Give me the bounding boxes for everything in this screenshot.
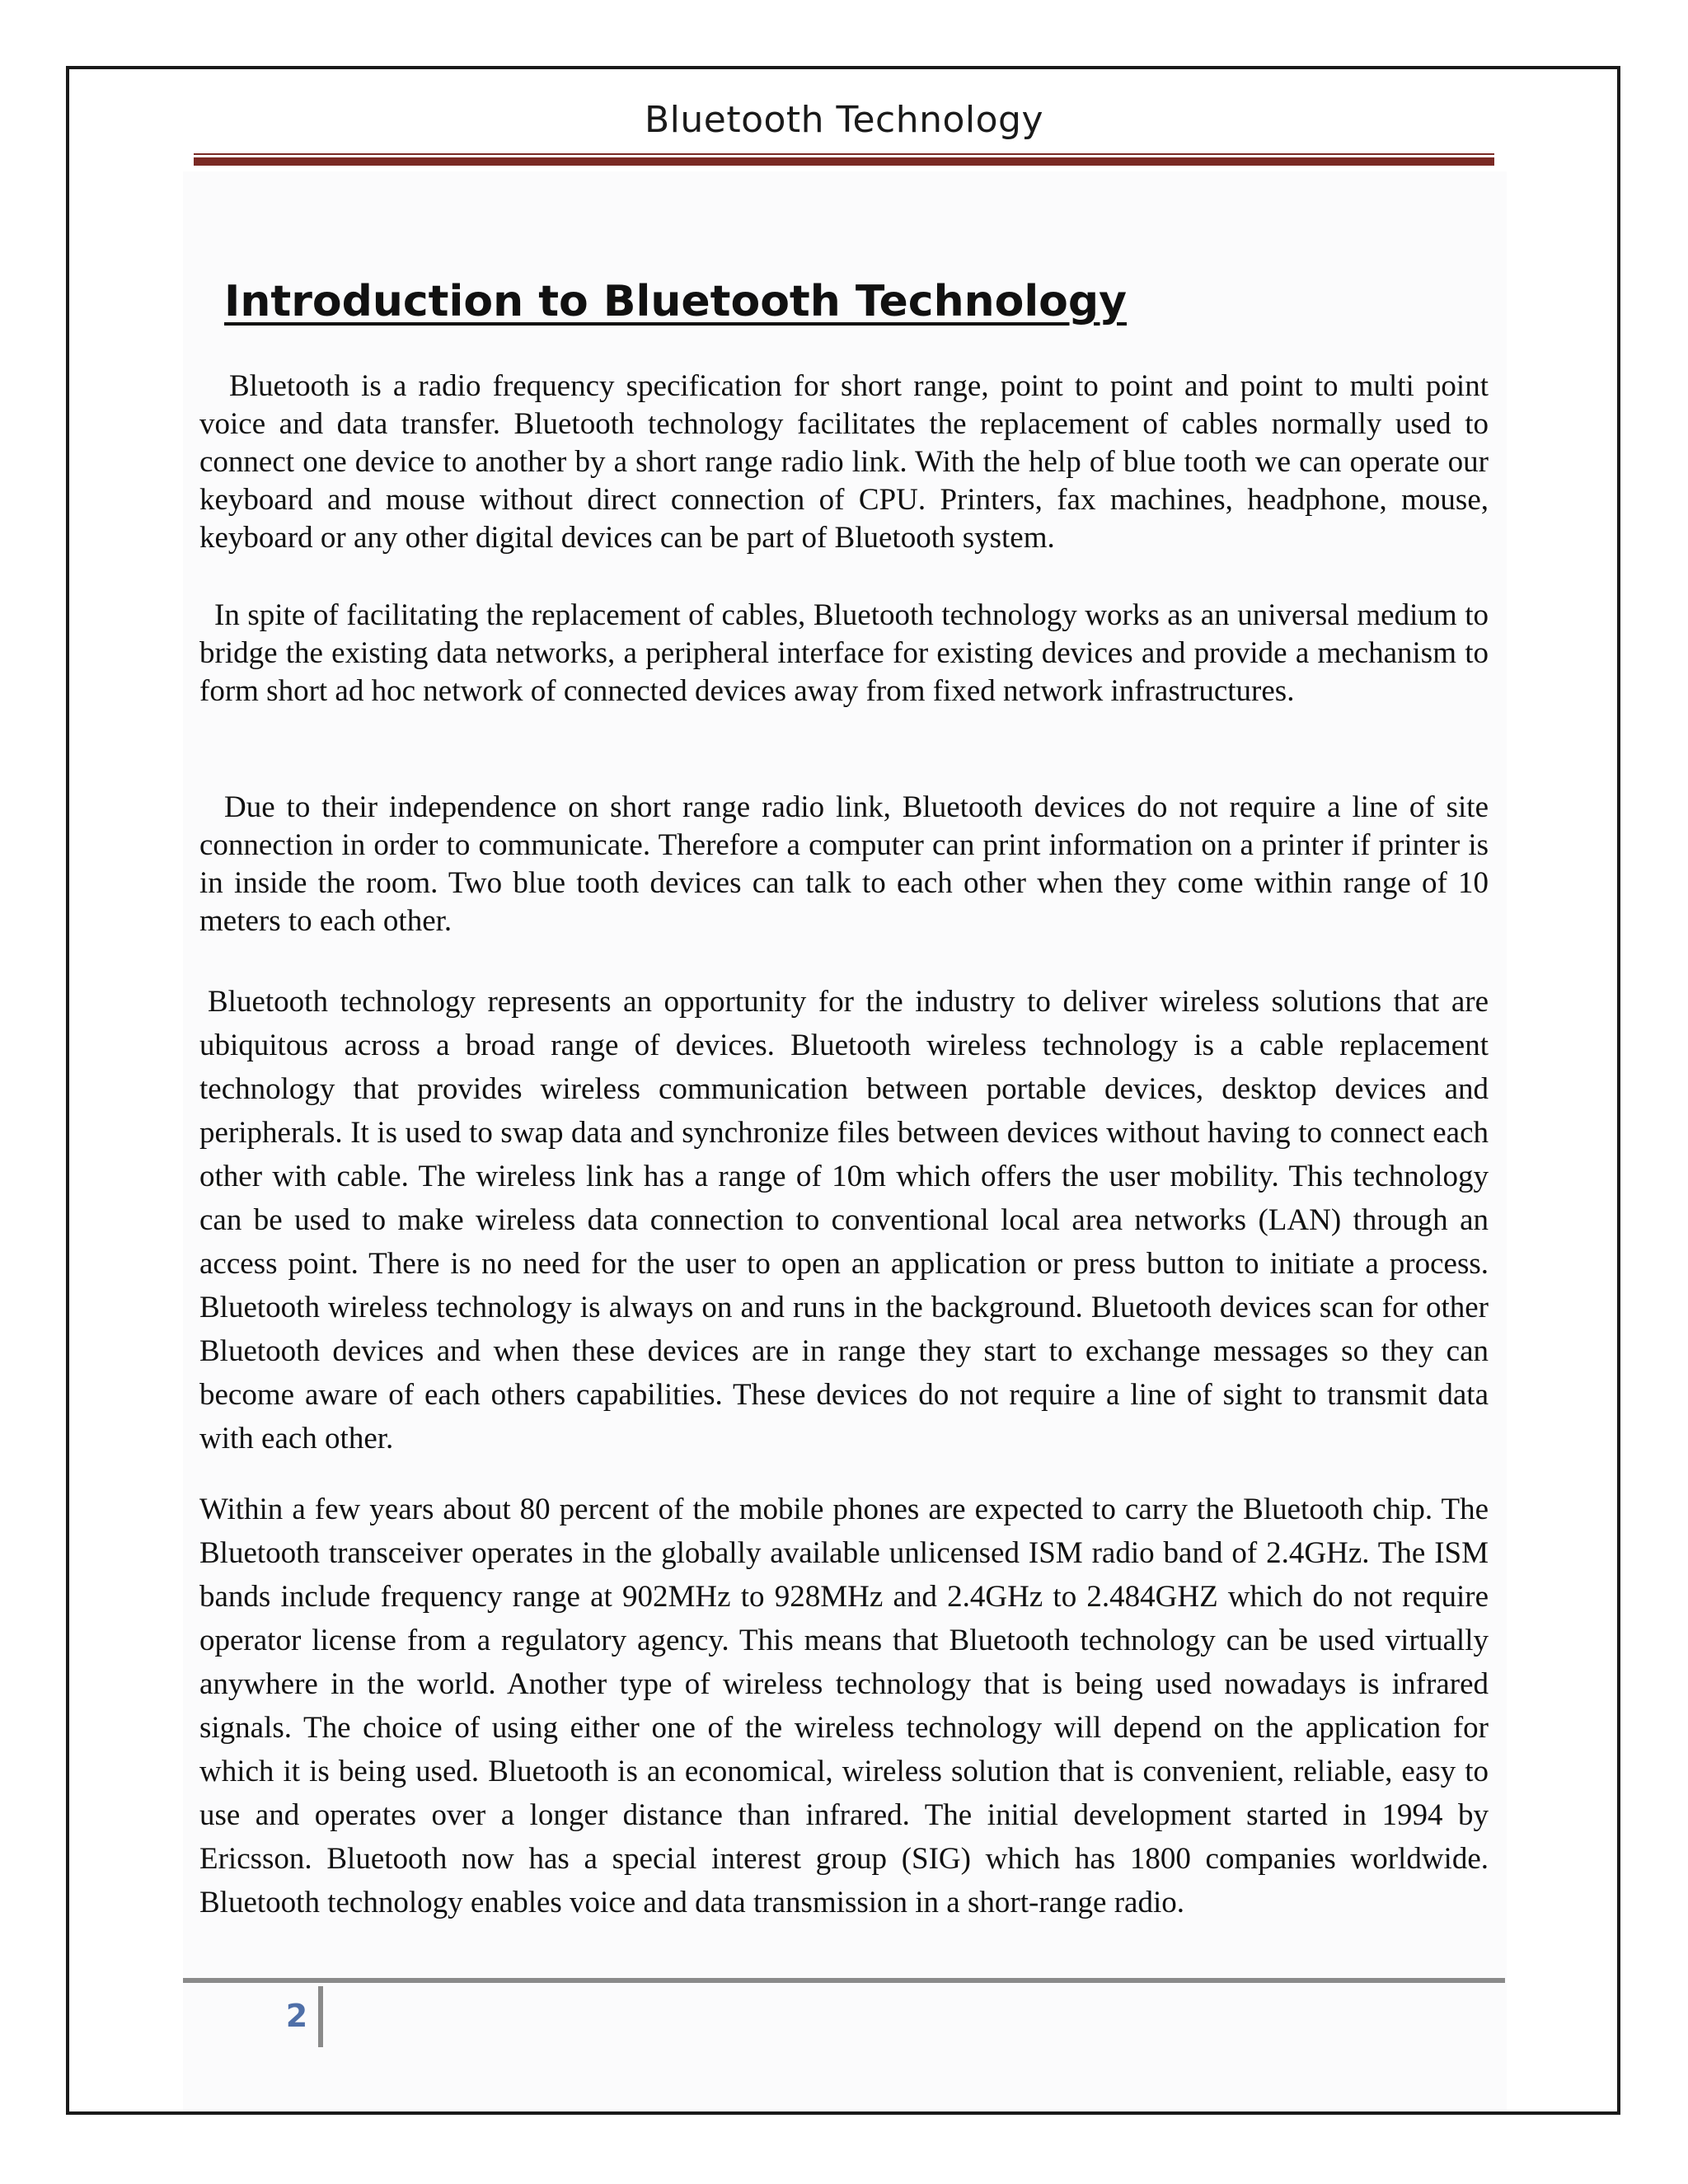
section-heading: Introduction to Bluetooth Technology xyxy=(224,277,1127,326)
page-header-title: Bluetooth Technology xyxy=(644,99,1044,141)
paragraph-1: Bluetooth is a radio frequency specification for short range, point to point and point to multi point voice and data transfer. Bluetooth technology facilitates the replacement of cables normally used to connect one device to another by a short range radio link. With the help of blue tooth we can operate our keyboard and mouse without direct connection of CPU. Printers, fax machines, headphone, mouse, keyboard or any other digital devices can be part of Bluetooth system. xyxy=(199,369,1489,555)
paragraph-2: In spite of facilitating the replacement of cables, Bluetooth technology works as an universal medium to bridge the existing data networks, a peripheral interface for existing devices and provide a mechanism to form short ad hoc network of connected devices away from fixed network infrastructures. xyxy=(199,598,1489,708)
page-number: 2 xyxy=(285,1998,308,2034)
header-rule-thick xyxy=(194,157,1494,166)
footer-rule xyxy=(183,1978,1505,1983)
paragraph-4: Bluetooth technology represents an opportunity for the industry to deliver wireless solutions that are ubiquitous across a broad range of devices. Bluetooth wireless technology is a cable replacement technology that provides wireless communication between portable devices, desktop devices and peripherals. It is used to swap data and synchronize files between devices without having to connect each other with cable. The wireless link has a range of 10m which offers the user mobility. This technology can be used to make wireless data connection to conventional local area networks (LAN) through an access point. There is no need for the user to open an application or press button to initiate a process. Bluetooth wireless technology is always on and runs in the background. Bluetooth devices scan for other Bluetooth devices and when these devices are in range they start to exchange messages so they can become aware of each others capabilities. These devices do not require a line of sight to transmit data with each other. xyxy=(199,985,1489,1455)
paragraph-3: Due to their independence on short range radio link, Bluetooth devices do not require a line of site connection in order to communicate. Therefore a computer can print information on a printer if printer is in inside the room. Two blue tooth devices can talk to each other when they come within range of 10 meters to each other. xyxy=(199,790,1489,938)
header-rule-thin xyxy=(194,153,1494,155)
paragraph-5: Within a few years about 80 percent of the mobile phones are expected to carry the Bluetooth chip. The Bluetooth transceiver operates in the globally available unlicensed ISM radio band of 2.4GHz. The ISM bands include frequency range at 902MHz to 928MHz and 2.4GHz to 2.484GHZ which do not require operator license from a regulatory agency. This means that Bluetooth technology can be used virtually anywhere in the world. Another type of wireless technology that is being used nowadays is infrared signals. The choice of using either one of the wireless technology will depend on the application for which it is being used. Bluetooth is an economical, wireless solution that is convenient, reliable, easy to use and operates over a longer distance than infrared. The initial development started in 1994 by Ericsson. Bluetooth now has a special interest group (SIG) which has 1800 companies worldwide. Bluetooth technology enables voice and data transmission in a short-range radio. xyxy=(199,1493,1489,1919)
footer-divider xyxy=(318,1986,323,2047)
